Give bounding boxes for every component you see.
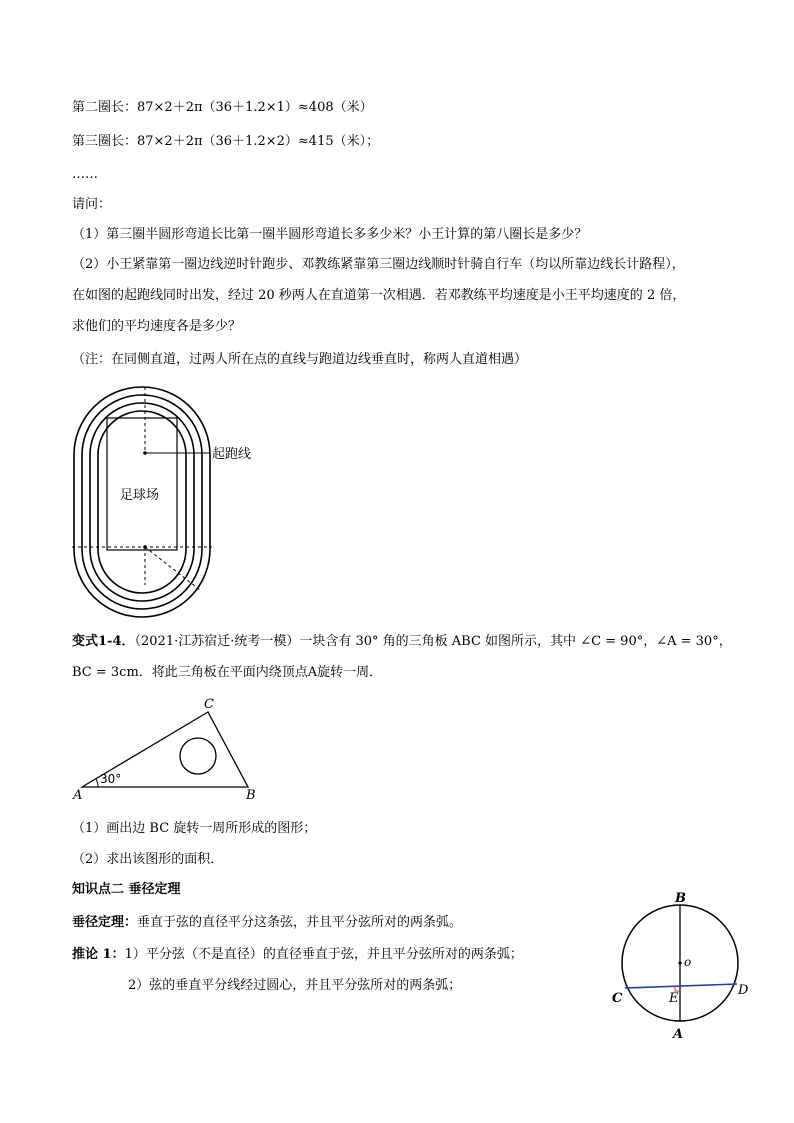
corollary-2: 2）弦的垂直平分线经过圆心，并且平分弦所对的两条弧； xyxy=(128,978,462,993)
lap2-line: 第二圈长：87×2＋2π（36＋1.2×1）≈408（米） xyxy=(72,100,373,115)
sub-question-1: （1）画出边 BC 旋转一周所形成的图形； xyxy=(72,821,317,836)
chord-cd xyxy=(625,984,737,988)
track-diagram xyxy=(72,385,272,625)
start-line-label: 起跑线 xyxy=(212,447,252,462)
football-field xyxy=(107,418,177,550)
question-2-line-b: 在如图的起跑线同时出发，经过 20 秒两人在直道第一次相遇．若邓教练平均速度是小王平均速度的 2 倍， xyxy=(72,288,686,303)
note-line: （注：在同侧直道，过两人所在点的直线与跑道边线垂直时，称两人直道相遇） xyxy=(72,352,528,367)
triangle-figure xyxy=(72,695,272,807)
center-label: o xyxy=(684,955,692,969)
circle-figure xyxy=(606,886,766,1046)
start-point xyxy=(143,451,147,455)
vertex-b-label: B xyxy=(246,788,256,803)
theorem-line xyxy=(72,914,462,932)
lap3-line: 第三圈长：87×2＋2π（36＋1.2×2）≈415（米）； xyxy=(72,134,380,149)
theorem-label: 垂径定理： xyxy=(72,915,138,930)
triangle-hole xyxy=(180,738,216,774)
corollary-line xyxy=(72,946,523,964)
theorem-text: 垂直于弦的直径平分这条弦，并且平分弦所对的两条弧。 xyxy=(137,915,463,930)
ask-line: 请问： xyxy=(72,197,112,212)
angle-label: 30° xyxy=(100,772,122,786)
corollary-label: 推论 1： xyxy=(72,947,125,962)
vertex-c-label: C xyxy=(204,697,214,712)
ellipsis-line: …… xyxy=(72,167,98,182)
question-2-line-a: （2）小王紧靠第一圈边线逆时针跑步、邓教练紧靠第三圈边线顺时针骑自行车（均以所靠边线长计路程）， xyxy=(72,257,685,272)
track-figure xyxy=(72,385,272,625)
variant-line xyxy=(72,633,732,651)
center-point xyxy=(143,545,147,549)
angle-arc xyxy=(96,779,98,787)
football-field-label: 足球场 xyxy=(120,488,160,503)
knowledge-point-heading: 知识点二 垂径定理 xyxy=(72,882,181,897)
point-e-label: E xyxy=(669,991,679,1006)
triangle-diagram xyxy=(72,695,272,807)
corollary-1: 1）平分弦（不是直径）的直径垂直于弦，并且平分弦所对的两条弧； xyxy=(124,947,523,962)
variant-heading: 变式1-4． xyxy=(72,634,135,649)
question-2-line-c: 求他们的平均速度各是多少？ xyxy=(72,319,242,334)
center-point xyxy=(678,961,681,964)
point-a-label: A xyxy=(673,1027,684,1042)
point-c-label: C xyxy=(612,991,623,1006)
circle-diagram xyxy=(606,886,766,1046)
question-1: （1）第三圈半圆形弯道长比第一圈半圆形弯道长多多少米？小王计算的第八圈长是多少？ xyxy=(72,227,588,242)
variant-body-2: BC = 3cm．将此三角板在平面内绕顶点A旋转一周． xyxy=(72,665,383,680)
vertex-a-label: A xyxy=(73,788,83,803)
point-b-label: B xyxy=(675,891,686,906)
point-d-label: D xyxy=(738,983,749,998)
variant-body: （2021·江苏宿迁·统考一模）一块含有 30° 角的三角板 ABC 如图所示，其中 ∠C = 90°，∠A = 30°， xyxy=(134,634,732,649)
sub-question-2: （2）求出该图形的面积． xyxy=(72,852,224,867)
